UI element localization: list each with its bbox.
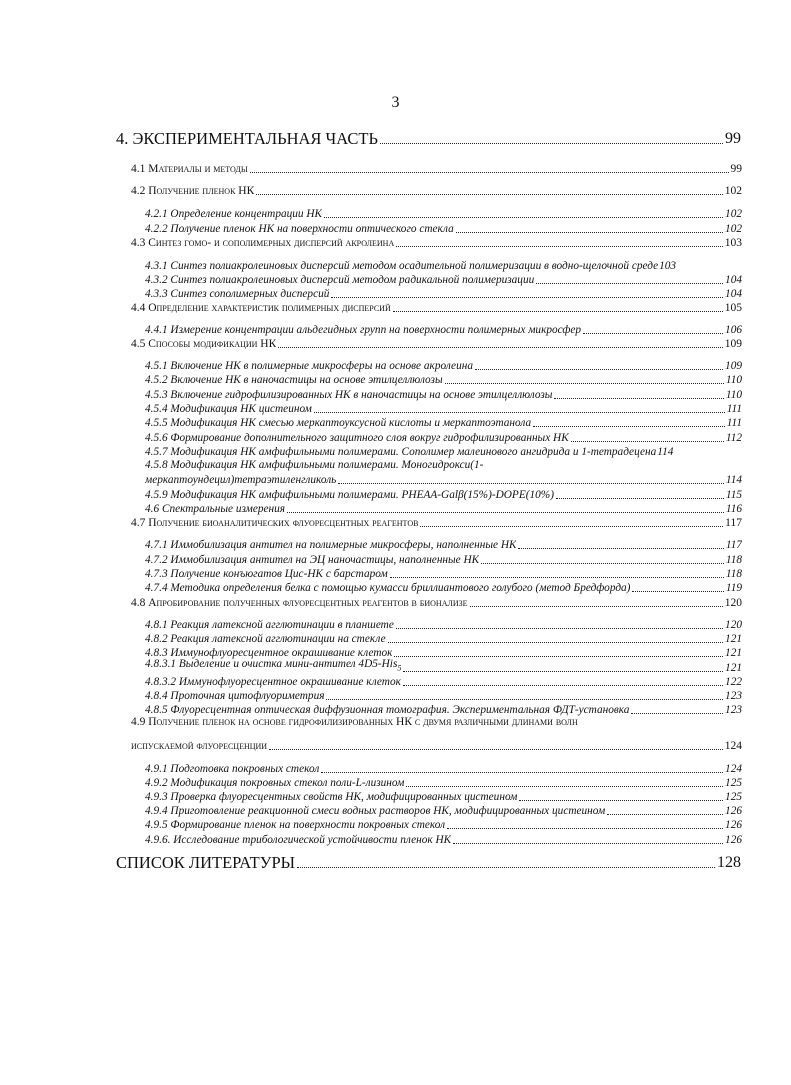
toc-entry-4-7[interactable]: 4.7 Получение биоаналитических флуоресцентных реагентов 117 — [131, 517, 742, 529]
toc-entry-4-5[interactable]: 4.5 Способы модификации НК 109 — [131, 338, 742, 350]
toc-entry-4-3-1[interactable]: 4.3.1 Синтез полиакролеиновых дисперсий методом осадительной полимеризации в водно-щелочной среде 103 — [145, 260, 677, 272]
toc-entry-4-9-3[interactable]: 4.9.3 Проверка флуоресцентных свойств НК, модифицированных цистеином 125 — [145, 791, 742, 803]
toc-entry-4-5-8[interactable]: меркаптоундецил)тетраэтиленгликоль 114 — [145, 474, 742, 486]
toc-entry-4-2[interactable]: 4.2 Получение пленок НК 102 — [131, 185, 742, 197]
toc-entry-4-9[interactable]: испускаемой флуоресценции 124 — [131, 740, 742, 752]
toc-entry-4-9-2[interactable]: 4.9.2 Модификация покровных стекол поли-L-лизином 125 — [145, 777, 742, 789]
toc-entry-4-5-1[interactable]: 4.5.1 Включение НК в полимерные микросферы на основе акролеина 109 — [145, 360, 742, 372]
toc-entry-4-4-1[interactable]: 4.4.1 Измерение концентрации альдегидных групп на поверхности полимерных микросфер 106 — [145, 324, 742, 336]
toc-entry-4-7-3[interactable]: 4.7.3 Получение конъюгатов Цис-НК с барстаром 118 — [145, 568, 742, 580]
toc-entry-4-9-5[interactable]: 4.9.5 Формирование пленок на поверхности покровных стекол 126 — [145, 819, 742, 831]
toc-entry-4-7-4[interactable]: 4.7.4 Методика определения белка с помощью кумасси бриллиантового голубого (метод Бредфорда) 119 — [145, 582, 742, 594]
page-number: 3 — [391, 94, 400, 111]
toc-entry-4-6[interactable]: 4.6 Спектральные измерения 116 — [145, 503, 742, 515]
toc-entry-references[interactable]: СПИСОК ЛИТЕРАТУРЫ 128 — [116, 854, 741, 872]
toc-entry-4-3-3[interactable]: 4.3.3 Синтез сополимерных дисперсий 104 — [145, 288, 742, 300]
toc-entry-4-8-2[interactable]: 4.8.2 Реакция латексной агглютинации на стекле 121 — [145, 633, 742, 645]
toc-entry-chapter-4[interactable]: 4. ЭКСПЕРИМЕНТАЛЬНАЯ ЧАСТЬ 99 — [116, 130, 741, 148]
toc-entry-4-3-2[interactable]: 4.3.2 Синтез полиакролеиновых дисперсий методом радикальной полимеризации 104 — [145, 274, 742, 286]
toc-entry-4-8-1[interactable]: 4.8.1 Реакция латексной агглютинации в планшете 120 — [145, 619, 742, 631]
toc-entry-4-7-1[interactable]: 4.7.1 Иммобилизация антител на полимерные микросферы, наполненные НК 117 — [145, 539, 742, 551]
toc-entry-4-5-8-line1: 4.5.8 Модификация НК амфифильными полимерами. Моногидрокси(1- — [145, 459, 484, 471]
toc-entry-4-5-4[interactable]: 4.5.4 Модификация НК цистеином 111 — [145, 403, 742, 415]
toc-entry-4-1[interactable]: 4.1 Материалы и методы 99 — [131, 163, 742, 175]
toc-entry-4-5-5[interactable]: 4.5.5 Модификация НК смесью меркаптоуксусной кислоты и меркаптоэтанола 111 — [145, 417, 742, 429]
toc-entry-4-5-9[interactable]: 4.5.9 Модификация НК амфифильными полимерами. PHEAA-Galβ(15%)-DOPE(10%) 115 — [145, 489, 742, 501]
toc-entry-4-8-4[interactable]: 4.8.4 Проточная цитофлуориметрия 123 — [145, 690, 742, 702]
toc-entry-4-9-1[interactable]: 4.9.1 Подготовка покровных стекол 124 — [145, 763, 742, 775]
toc-entry-4-8-5[interactable]: 4.8.5 Флуоресцентная оптическая диффузионная томография. Экспериментальная ФДТ-установка 123 — [145, 704, 742, 716]
toc-entry-4-2-2[interactable]: 4.2.2 Получение пленок НК на поверхности оптического стекла 102 — [145, 223, 742, 235]
toc-entry-4-5-3[interactable]: 4.5.3 Включение гидрофилизированных НК в наночастицы на основе этилцеллюлозы 110 — [145, 389, 742, 401]
toc-entry-4-7-2[interactable]: 4.7.2 Иммобилизация антител на ЭЦ наночастицы, наполненные НК 118 — [145, 554, 742, 566]
toc-entry-4-8-3-2[interactable]: 4.8.3.2 Иммунофлуоресцентное окрашивание клеток 122 — [145, 676, 742, 688]
toc-entry-4-9-line1: 4.9 Получение пленок на основе гидрофилизированных НК с двумя различными длинами волн — [131, 716, 578, 728]
toc-entry-4-2-1[interactable]: 4.2.1 Определение концентрации НК 102 — [145, 208, 742, 220]
toc-entry-4-8-3-1[interactable]: 4.8.3.1 Выделение и очистка мини-антител 4D5-His$_5$ 121 — [145, 659, 742, 674]
toc-entry-4-5-2[interactable]: 4.5.2 Включение НК в наночастицы на основе этилцеллюлозы 110 — [145, 374, 742, 386]
toc-entry-4-8-3[interactable]: 4.8.3 Иммунофлуоресцентное окрашивание клеток 121 — [145, 647, 742, 659]
toc-entry-4-5-7[interactable]: 4.5.7 Модификация НК амфифильными полимерами. Сополимер малеинового ангидрида и 1-тетрадецена 114 — [145, 446, 674, 458]
toc-entry-4-5-6[interactable]: 4.5.6 Формирование дополнительного защитного слоя вокруг гидрофилизированных НК 112 — [145, 432, 742, 444]
toc-entry-4-3[interactable]: 4.3 Синтез гомо- и сополимерных дисперсий акролеина 103 — [131, 237, 742, 249]
toc-entry-4-9-4[interactable]: 4.9.4 Приготовление реакционной смеси водных растворов НК, модифицированных цистеином 126 — [145, 805, 742, 817]
toc-entry-4-8[interactable]: 4.8 Апробирование полученных флуоресцентных реагентов в бионализе 120 — [131, 597, 742, 609]
toc-entry-4-4[interactable]: 4.4 Определение характеристик полимерных дисперсий 105 — [131, 302, 742, 314]
toc-entry-4-9-6[interactable]: 4.9.6. Исследование трибологической устойчивости пленок НК 126 — [145, 834, 742, 846]
